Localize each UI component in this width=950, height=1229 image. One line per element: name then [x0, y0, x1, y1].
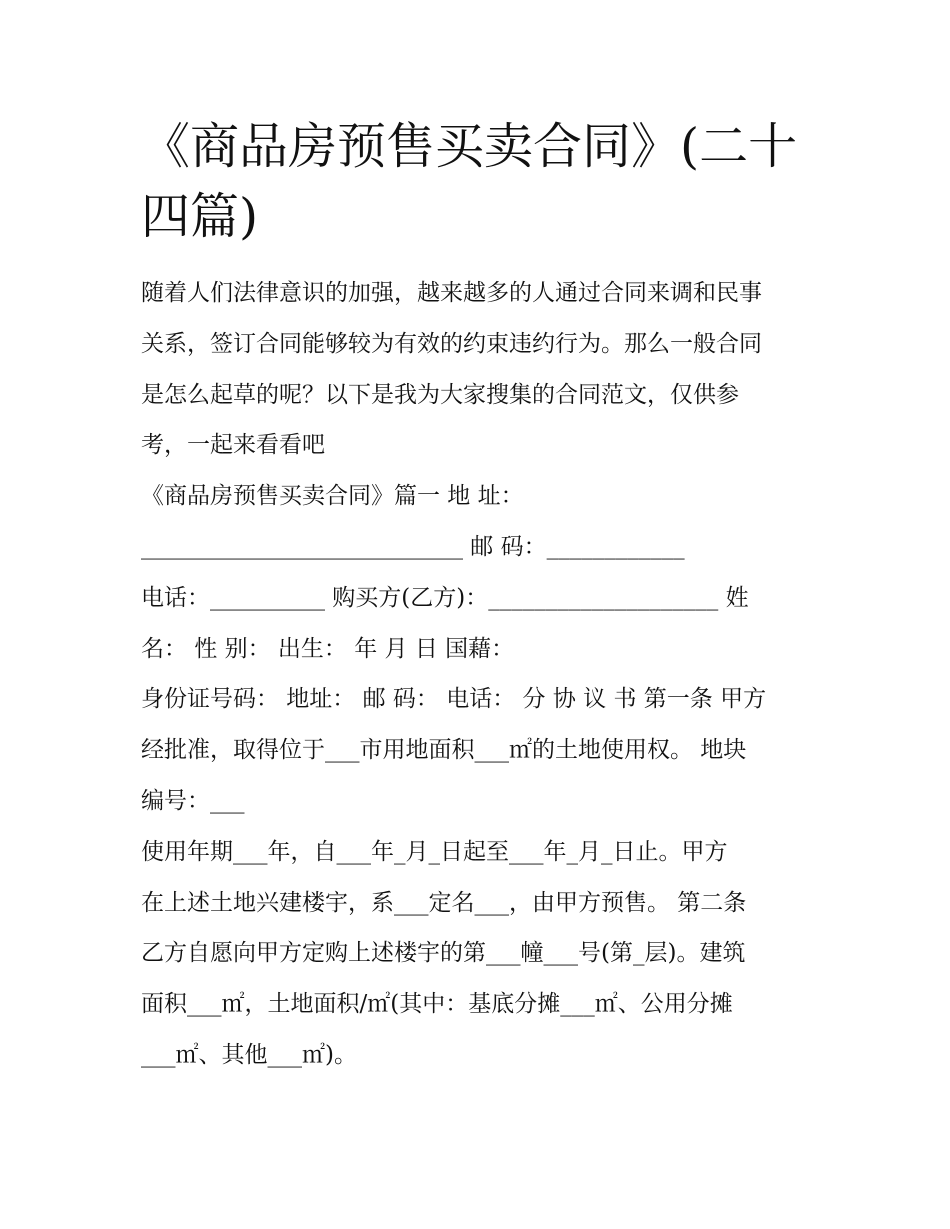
body-line: 面积___㎡，土地面积/㎡(其中：基底分摊___㎡、公用分摊: [141, 991, 733, 1018]
body-line: 名： 性 别： 出生： 年 月 日 国藉：: [141, 635, 515, 662]
body-line: 《商品房预售买卖合同》篇一 地 址：: [141, 483, 524, 510]
body-line: 在上述土地兴建楼宇，系___定名___，由甲方预售。 第二条: [141, 889, 747, 916]
document-page: [141, 112, 813, 1081]
body-line: 使用年期___年，自___年_月_日起至___年_月_日止。甲方: [141, 838, 728, 865]
body-line: 身份证号码： 地址： 邮 码： 电话： 分 协 议 书 第一条 甲方: [141, 686, 767, 713]
title-line-1: 《商品房预售买卖合同》(二十: [141, 118, 798, 175]
body-line: 随着人们法律意识的加强，越来越多的人通过合同来调和民事: [141, 280, 762, 306]
document-title: [141, 112, 813, 252]
body-line: 关系，签订合同能够较为有效的约束违约行为。那么一般合同: [141, 330, 762, 357]
body-line: 经批准，取得位于___市用地面积___㎡的土地使用权。 地块: [141, 737, 747, 764]
body-line: 电话：__________ 购买方(乙方)：____________________ 姓: [141, 584, 749, 611]
title-line-2: 四篇): [141, 188, 259, 245]
body-line: 是怎么起草的呢？以下是我为大家搜集的合同范文，仅供参: [141, 381, 739, 408]
body-line: ____________________________ 邮 码：____________: [141, 533, 685, 560]
body-line: ___㎡、其他___㎡)。: [141, 1041, 357, 1068]
body-line: 乙方自愿向甲方定购上述楼宇的第___幢___号(第_层)。建筑: [141, 940, 746, 967]
body-line: 考，一起来看看吧: [141, 432, 325, 459]
body-line: 编号：___: [141, 787, 245, 814]
document-body: [141, 268, 813, 1081]
